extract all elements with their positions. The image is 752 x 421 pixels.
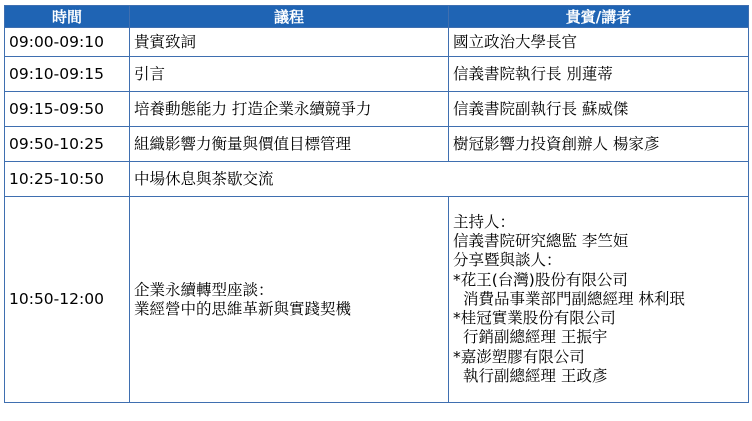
header-time: 時間 xyxy=(5,6,130,28)
panel-speaker-cell xyxy=(449,197,749,403)
time-cell: 09:50-10:25 xyxy=(5,127,130,162)
speaker-cell: 信義書院副執行長 蘇威傑 xyxy=(449,92,749,127)
panel-topic-line: 業經營中的思維革新與實踐契機 xyxy=(134,299,352,318)
panelist-company: *桂冠實業股份有限公司 xyxy=(453,309,616,328)
topic-cell: 引言 xyxy=(130,57,449,92)
topic-cell: 培養動態能力 打造企業永續競爭力 xyxy=(130,92,449,127)
panelist-company: *嘉澎塑膠有限公司 xyxy=(453,347,585,366)
topic-cell: 組織影響力衡量與價值目標管理 xyxy=(130,127,449,162)
time-cell: 10:50-12:00 xyxy=(5,197,130,403)
speaker-cell: 信義書院執行長 別蓮蒂 xyxy=(449,57,749,92)
moderator-name: 信義書院研究總監 李竺姮 xyxy=(453,231,629,250)
panel-topic-line: 企業永續轉型座談： xyxy=(134,280,274,299)
agenda-table xyxy=(4,5,749,403)
panelist-company: *花王(台灣)股份有限公司 xyxy=(453,270,628,289)
panelists-label: 分享暨與談人： xyxy=(453,251,562,270)
time-cell: 09:10-09:15 xyxy=(5,57,130,92)
speaker-cell: 樹冠影響力投資創辦人 楊家彥 xyxy=(449,127,749,162)
table-row xyxy=(5,28,749,57)
speaker-cell: 國立政治大學長官 xyxy=(449,28,749,57)
time-cell: 09:15-09:50 xyxy=(5,92,130,127)
panelist-name: 消費品事業部門副總經理 林利珉 xyxy=(463,289,685,308)
table-row xyxy=(5,57,749,92)
topic-cell: 貴賓致詞 xyxy=(130,28,449,57)
table-row xyxy=(5,127,749,162)
panel-topic-cell xyxy=(130,197,449,403)
table-row xyxy=(5,92,749,127)
header-row xyxy=(5,6,749,28)
panelist-name: 行銷副總經理 王振宇 xyxy=(463,328,608,347)
time-cell: 09:00-09:10 xyxy=(5,28,130,57)
break-cell: 中場休息與茶歇交流 xyxy=(130,162,749,197)
moderator-label: 主持人： xyxy=(453,212,516,231)
panelist-name: 執行副總經理 王政彥 xyxy=(463,367,608,386)
header-speaker: 貴賓/講者 xyxy=(449,6,749,28)
time-cell: 10:25-10:50 xyxy=(5,162,130,197)
header-topic: 議程 xyxy=(130,6,449,28)
table-row xyxy=(5,162,749,197)
table-row xyxy=(5,197,749,403)
